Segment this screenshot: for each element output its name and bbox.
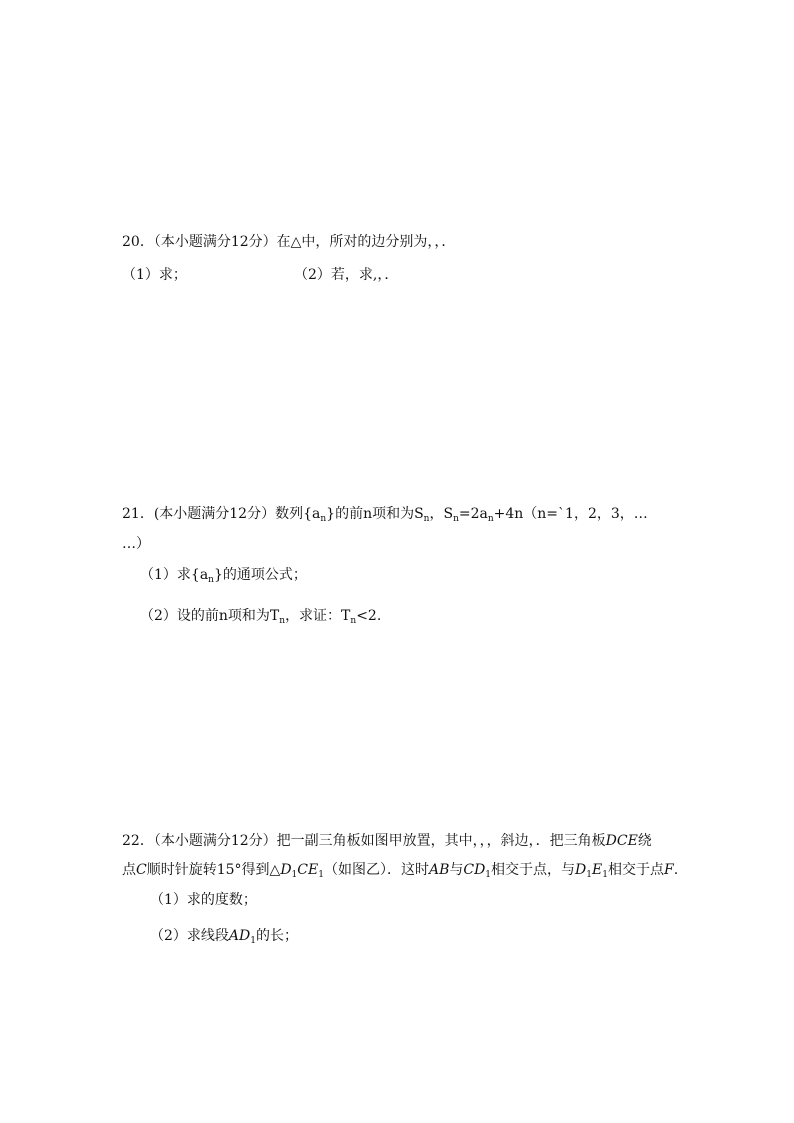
q22-part2-a: （2）求线段: [150, 928, 229, 944]
q20-part1-text: （1）求；: [122, 267, 187, 283]
q22-point-f: F: [663, 862, 674, 878]
q22-l2-n: D: [575, 862, 587, 878]
q21-part2-a: （2）设的前n项和为T: [140, 608, 280, 624]
q21-sub-3: n: [453, 514, 459, 524]
q22-part1-text: （1）求的度数；: [150, 892, 257, 908]
q22-l2-sub2: 1: [318, 870, 324, 880]
q22-l2-d: D: [280, 862, 292, 878]
q22-point-c: C: [136, 862, 147, 878]
q22-segment-ab: AB: [428, 862, 450, 878]
q20-part2: [294, 266, 398, 284]
q21-part2-e: <2.: [356, 608, 382, 624]
q22-part1: [150, 891, 257, 909]
q21-part1-c: }的通项公式；: [213, 567, 307, 583]
q22-part2-sub: 1: [250, 936, 256, 946]
q21-sub-4: n: [487, 514, 494, 524]
q21-part2-sub1: n: [279, 616, 286, 626]
q20-part1: [122, 266, 187, 284]
q22-l2-j: 与: [449, 862, 464, 878]
q21-part2-sub2: n: [350, 616, 357, 626]
q21-sub-2: n: [423, 514, 430, 524]
q22-l2-sub4: 1: [586, 870, 592, 880]
q22-segment-ad: AD: [228, 928, 251, 944]
q21-part1-a: （1）求{a: [140, 567, 209, 583]
q21-sub-1: n: [320, 514, 327, 524]
q21-part1: [140, 566, 307, 584]
q22-l2-sub3: 1: [485, 870, 492, 880]
q22-l2-a: 点: [122, 862, 136, 878]
q21-stem-c: }的前n项和为S: [326, 506, 424, 522]
q22-l2-p: E: [592, 862, 603, 878]
q21-part1-sub: n: [208, 575, 214, 585]
q21-stem-line2: …）: [122, 536, 150, 552]
q21-stem: [122, 505, 648, 523]
q21-stem-i: +4n（n=`1，2，3，…: [493, 506, 648, 522]
q22-l2-r: 相交于点: [607, 862, 664, 878]
q21-stem-e: ，S: [429, 506, 454, 522]
q20-stem-text: 20．（本小题满分12分）在△中，所对的边分别为，，．: [122, 234, 456, 250]
q21-stem-g: =2a: [458, 506, 488, 522]
q22-stem: [122, 832, 652, 850]
q22-l2-sub1: 1: [291, 870, 298, 880]
q21-stem-cont: [122, 535, 150, 553]
q22-l2-sub5: 1: [602, 870, 608, 880]
q22-l2-t: .: [673, 862, 679, 878]
q22-triangle-dce: DCE: [605, 833, 638, 849]
q22-l2-f: CE: [297, 862, 319, 878]
q22-part2: [150, 927, 298, 945]
q22-l2-c: 顺时针旋转15°得到△: [146, 862, 281, 878]
q21-stem-a: 21．(本小题满分12分）数列{a: [122, 506, 321, 522]
q21-part2-c: ，求证：T: [285, 608, 351, 624]
q22-stem-a: 22．（本小题满分12分）把一副三角板如图甲放置，其中，，，斜边，．把三角板: [122, 833, 606, 849]
q21-part2: [140, 607, 381, 625]
q22-l2-h: （如图乙）．这时: [323, 862, 429, 878]
q20-stem: [122, 233, 455, 251]
q22-stem-cont: [122, 861, 678, 879]
q22-l2-m: 相交于点，与: [491, 862, 576, 878]
q22-segment-cd: CD: [463, 862, 486, 878]
q22-stem-c: 绕: [637, 833, 652, 849]
q22-part2-d: 的长；: [256, 928, 298, 944]
q20-part2-text: （2）若，求,，．: [294, 267, 399, 283]
